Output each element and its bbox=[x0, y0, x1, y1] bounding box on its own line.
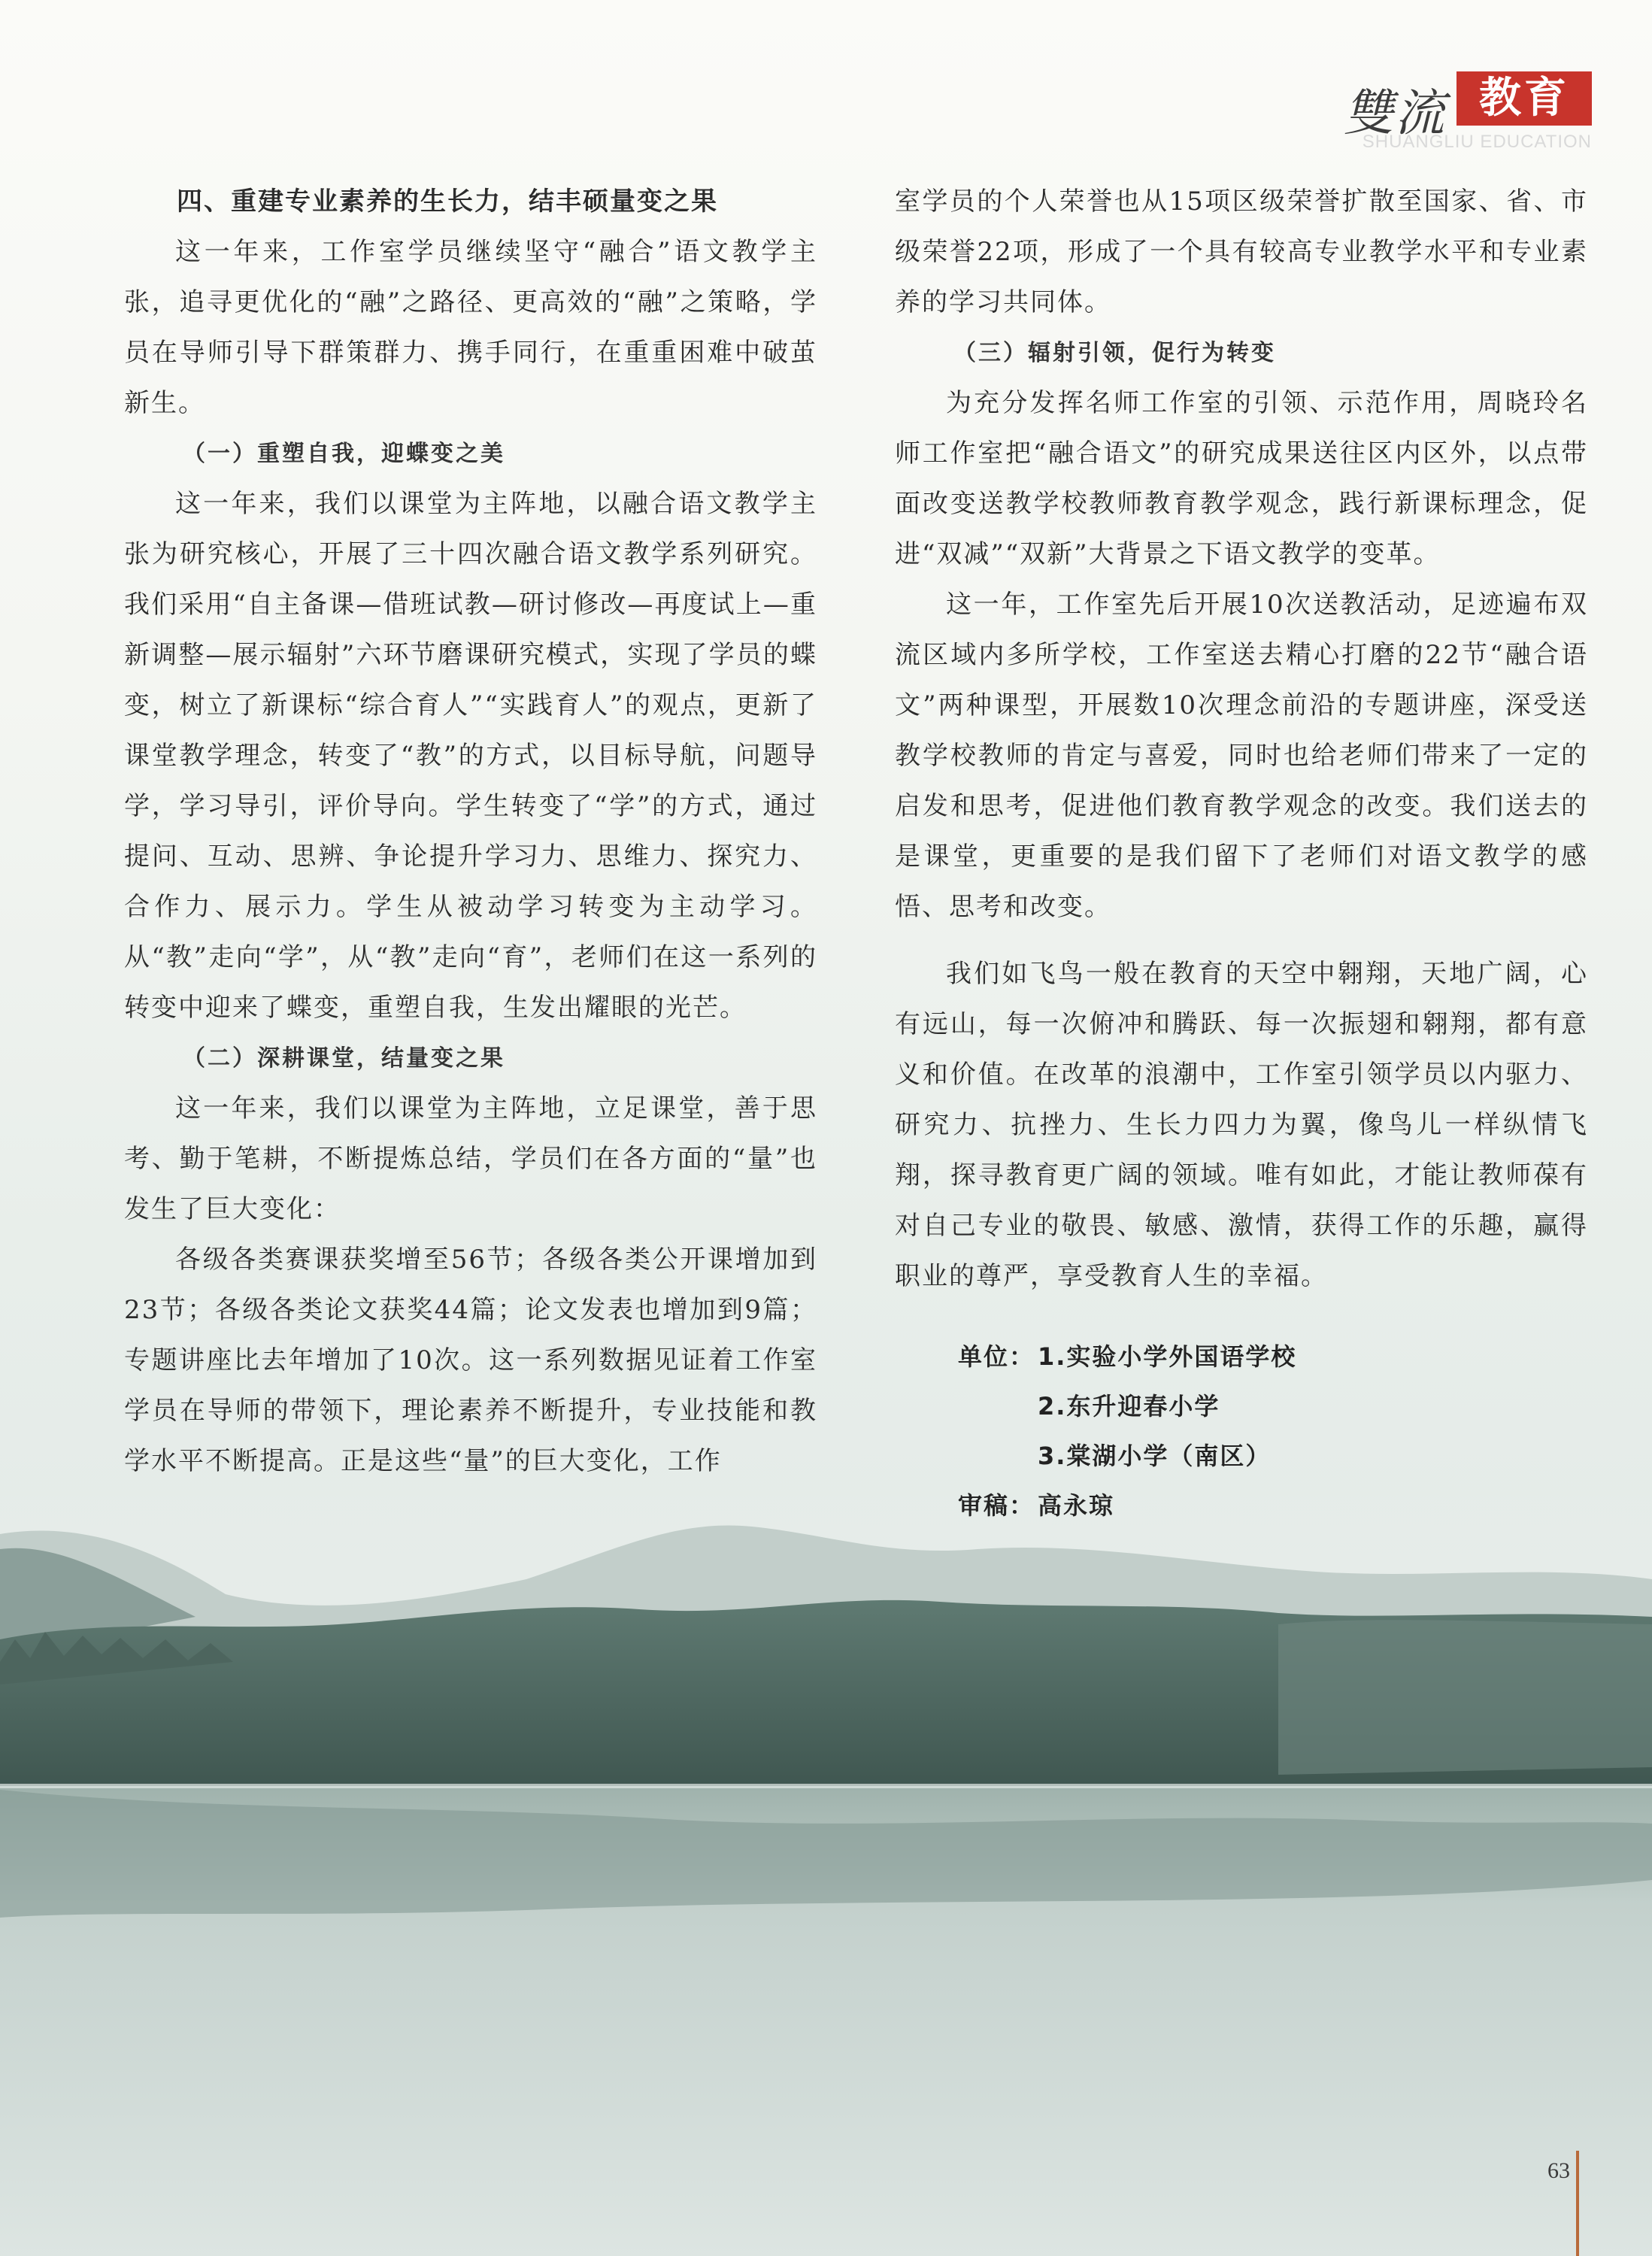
intro-paragraph: 这一年来，工作室学员继续坚守“融合”语文教学主张，追寻更优化的“融”之路径、更高效的“融”之策略，学员在导师引导下群策群力、携手同行，在重重困难中破茧新生。 bbox=[124, 237, 817, 418]
unit-label: 单位： bbox=[958, 1342, 1035, 1371]
review-credit bbox=[895, 1481, 1588, 1530]
right-column bbox=[895, 177, 1588, 1530]
subsection-title-1: （一）重塑自我，迎蝶变之美 bbox=[183, 441, 505, 467]
subsection-title-3: （三）辐射引领，促行为转变 bbox=[953, 340, 1276, 366]
closing-paragraph: 我们如飞鸟一般在教育的天空中翱翔，天地广阔，心有远山，每一次俯冲和腾跃、每一次振翅和翱翔，都有意义和价值。在改革的浪潮中，工作室引领学员以内驱力、研究力、抗挫力、生长力四力为翼，像鸟儿一样纵情飞翔，探寻教育更广阔的领域。唯有如此，才能让教师葆有对自己专业的敬畏、敏感、激情，获得工作的乐趣，赢得职业的尊严，享受教育人生的幸福。 bbox=[895, 959, 1588, 1291]
credits-block bbox=[895, 1332, 1588, 1530]
left-column bbox=[124, 177, 817, 1487]
logo-subtitle: SHUANGLIU EDUCATION bbox=[1362, 132, 1592, 152]
subsection-2-paragraph-2: 各级各类赛课获奖增至56节；各级各类公开课增加到23节；各级各类论文获奖44篇；论文发表也增加到9篇；专题讲座比去年增加了10次。这一系列数据见证着工作室学员在导师的带领下，理论素养不断提升，专业技能和教学水平不断提高。正是这些“量”的巨大变化，工作 bbox=[124, 1245, 817, 1476]
page-edge-rule bbox=[1576, 2151, 1579, 2256]
subsection-3-paragraph-2: 这一年，工作室先后开展10次送教活动，足迹遍布双流区域内多所学校，工作室送去精心打磨的22节“融合语文”两种课型，开展数10次理念前沿的专题讲座，深受送教学校教师的肯定与喜爱，同时也给老师们带来了一定的启发和思考，促进他们教育教学观念的改变。我们送去的是课堂，更重要的是我们留下了老师们对语文教学的感悟、思考和改变。 bbox=[895, 590, 1588, 922]
subsection-3-paragraph-1: 为充分发挥名师工作室的引领、示范作用，周晓玲名师工作室把“融合语文”的研究成果送往区内区外，以点带面改变送教学校教师教育教学观念，践行新课标理念，促进“双减”“双新”大背景之下语文教学的变革。 bbox=[895, 388, 1588, 569]
logo-red-box: 教育 bbox=[1456, 71, 1592, 126]
subsection-1-paragraph: 这一年来，我们以课堂为主阵地，以融合语文教学主张为研究核心，开展了三十四次融合语文教学系列研究。我们采用“自主备课—借班试教—研讨修改—再度试上—重新调整—展示辐射”六环节磨课研究模式，实现了学员的蝶变，树立了新课标“综合育人”“实践育人”的观点，更新了课堂教学理念，转变了“教”的方式，以目标导航，问题导学，学习导引，评价导向。学生转变了“学”的方式，通过提问、互动、思辨、争论提升学习力、思维力、探究力、合作力、展示力。学生从被动学习转变为主动学习。从“教”走向“学”，从“教”走向“育”，老师们在这一系列的转变中迎来了蝶变，重塑自我，生发出耀眼的光芒。 bbox=[124, 489, 817, 1023]
unit-item: 2.东升迎春小学 bbox=[1038, 1392, 1220, 1421]
logo-script-text: 雙流 bbox=[1344, 84, 1446, 142]
reviewer-name: 高永琼 bbox=[1038, 1491, 1115, 1520]
continued-paragraph: 室学员的个人荣誉也从15项区级荣誉扩散至国家、省、市级荣誉22项，形成了一个具有较高专业教学水平和专业素养的学习共同体。 bbox=[895, 186, 1588, 317]
page-number: 63 bbox=[1547, 2158, 1570, 2183]
unit-item: 3.棠湖小学（南区） bbox=[1038, 1442, 1272, 1470]
magazine-logo bbox=[1344, 71, 1592, 154]
review-label: 审稿： bbox=[958, 1491, 1035, 1520]
section-title: 四、重建专业素养的生长力，结丰硕量变之果 bbox=[177, 186, 718, 217]
subsection-title-2: （二）深耕课堂，结量变之果 bbox=[183, 1045, 505, 1072]
lake-landscape-image bbox=[0, 1489, 1652, 2256]
unit-credit bbox=[895, 1332, 1588, 1481]
unit-item: 1.实验小学外国语学校 bbox=[1038, 1342, 1297, 1371]
subsection-2-paragraph-1: 这一年来，我们以课堂为主阵地，立足课堂，善于思考、勤于笔耕，不断提炼总结，学员们在各方面的“量”也发生了巨大变化： bbox=[124, 1093, 817, 1224]
